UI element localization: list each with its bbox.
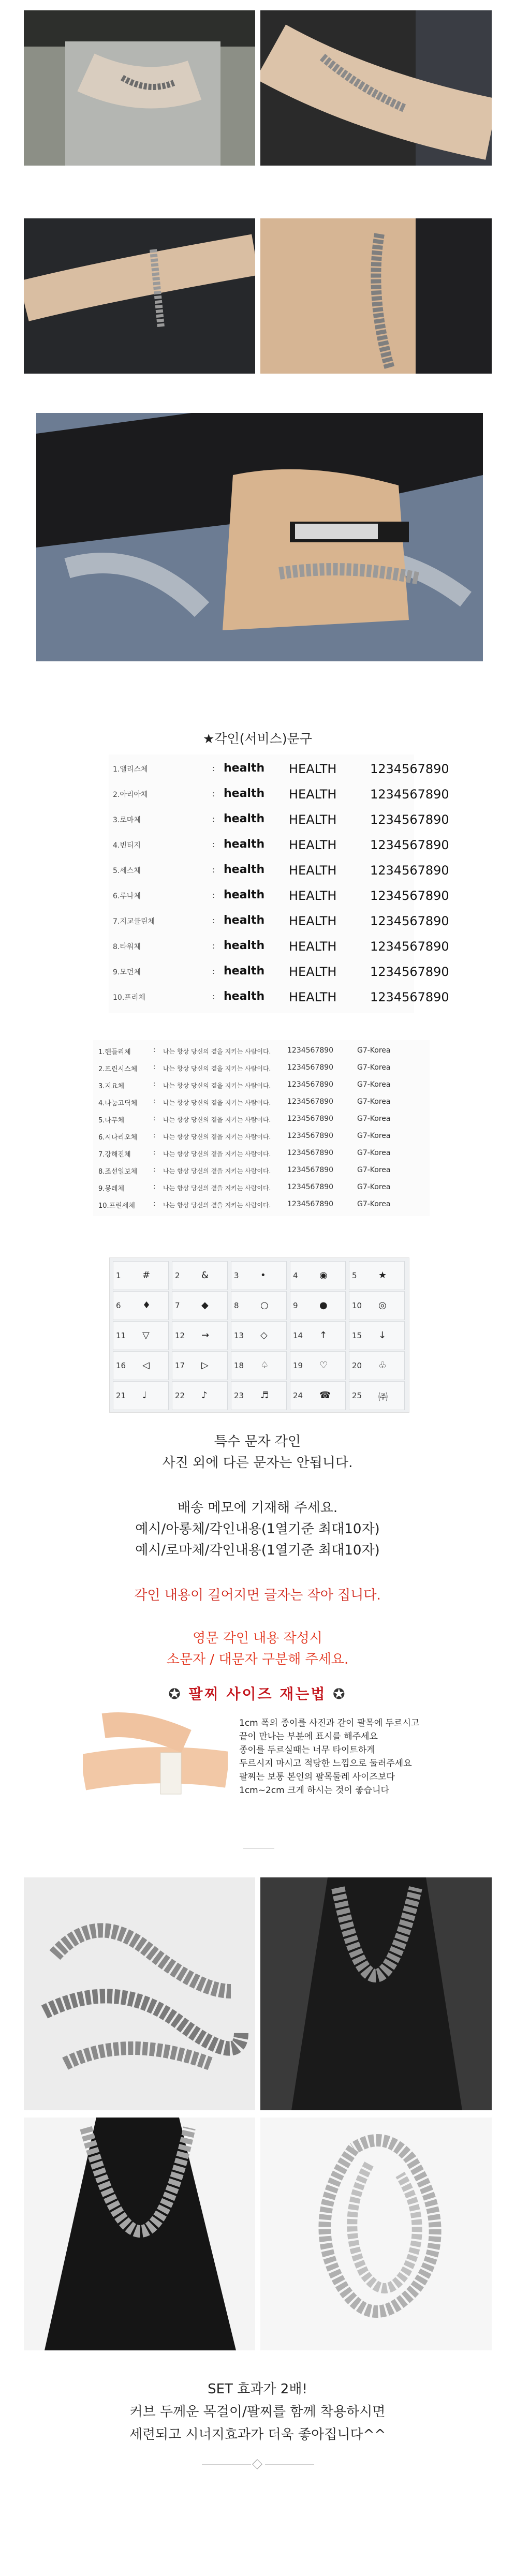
font-row [109,986,449,1010]
symbol-number: 18 [234,1361,244,1370]
sentence-sample: 나는 항상 당신의 곁을 지키는 사람이다. [163,1116,271,1123]
colon-separator: : [153,1115,156,1122]
sample-digits: 1234567890 [370,787,449,802]
notice-warning: 각인 내용이 길어지면 글자는 작아 집니다. [134,1588,381,1603]
colon-separator: : [153,1183,156,1191]
sample-uppercase: HEALTH [289,990,337,1004]
colon-separator: : [212,865,215,875]
font-name: 3.로마체 [113,816,141,824]
colon-separator: : [212,764,215,773]
symbol-cell [172,1381,228,1410]
sentence-digits: 1234567890 [287,1149,334,1157]
sample-digits: 1234567890 [370,863,449,878]
wrist-photo-large [36,413,483,661]
colon-separator: : [153,1166,156,1174]
sentence-row [93,1059,430,1076]
sample-digits: 1234567890 [370,990,449,1004]
font-name: 7.지교클린체 [113,917,155,926]
font-row [109,808,449,832]
symbol-glyph: ♩ [142,1390,147,1401]
sentence-sample: 나는 항상 당신의 곁을 지키는 사람이다. [163,1185,271,1192]
sentence-digits: 1234567890 [287,1063,334,1072]
symbol-cell [113,1381,169,1410]
sample-lowercase: health [224,812,265,825]
colon-separator: : [153,1149,156,1157]
colon-separator: : [212,916,215,925]
size-guide-line: 1cm~2cm 크게 하시는 것이 좋습니다 [239,1785,389,1796]
colon-separator: : [153,1063,156,1071]
symbol-number: 16 [116,1361,126,1370]
sentence-sample: 나는 항상 당신의 곁을 지키는 사람이다. [163,1065,271,1072]
symbol-number: 22 [175,1391,185,1400]
symbol-glyph: # [142,1270,151,1281]
symbol-glyph: ♦ [142,1300,151,1311]
set-promo-line-1: SET 효과가 2배! [208,2381,307,2397]
symbol-glyph: ★ [378,1270,387,1281]
sample-lowercase: health [224,914,265,927]
star-icon-left: ✪ [168,1685,189,1702]
sample-uppercase: HEALTH [289,863,337,878]
symbol-number: 12 [175,1331,185,1340]
font-name: 1.앨리스체 [113,765,148,774]
font-name: 8.타워체 [113,943,141,951]
sample-digits: 1234567890 [370,939,449,954]
symbol-cell [290,1351,346,1380]
sentence-row [93,1179,430,1196]
wrist-photo-4 [260,218,492,374]
symbol-cell [290,1381,346,1410]
colon-separator: : [212,840,215,849]
sentence-row [93,1162,430,1179]
symbol-glyph: ♪ [201,1390,208,1401]
sentence-row [93,1042,430,1059]
notice-line-3: 배송 메모에 기재해 주세요. [177,1500,338,1516]
symbol-glyph: → [201,1330,210,1341]
necklace-photo-2 [260,1877,492,2110]
symbol-glyph: ▽ [142,1330,150,1341]
sample-uppercase: HEALTH [289,914,337,928]
colon-separator: : [153,1080,156,1088]
symbol-number: 4 [293,1271,298,1280]
font-name: 2.아리아체 [113,791,148,799]
size-guide-line: 팔찌는 보통 본인의 팔목둘레 사이즈보다 [239,1772,395,1782]
size-guide-line: 1cm 폭의 종이를 사진과 같이 팔목에 두르시고 [239,1718,420,1728]
sentence-brand: G7-Korea [357,1132,391,1140]
wrist-photo-1 [24,10,255,166]
necklace-photo-3 [24,2118,255,2350]
sentence-brand: G7-Korea [357,1046,391,1055]
symbol-cell [172,1261,228,1290]
sentence-digits: 1234567890 [287,1098,334,1106]
sample-digits: 1234567890 [370,965,449,979]
sentence-digits: 1234567890 [287,1183,334,1191]
font-row [109,910,449,934]
symbol-glyph: ↓ [378,1330,387,1341]
symbol-cell [113,1351,169,1380]
font-row [109,834,449,857]
sentence-sample: 나는 항상 당신의 곁을 지키는 사람이다. [163,1167,271,1175]
sentence-sample: 나는 항상 당신의 곁을 지키는 사람이다. [163,1099,271,1106]
symbol-number: 11 [116,1331,126,1340]
symbol-glyph: ↑ [319,1330,328,1341]
colon-separator: : [212,941,215,951]
star-icon-right: ✪ [326,1685,347,1702]
font-name: 5.세스체 [113,867,141,875]
symbol-glyph: ▷ [201,1360,209,1371]
symbol-glyph: & [201,1270,209,1281]
symbol-cell [231,1351,287,1380]
size-guide-title-text: 팔찌 사이즈 재는법 [188,1685,327,1702]
sample-uppercase: HEALTH [289,939,337,954]
font-name: 6.루나체 [113,892,141,900]
symbol-number: 13 [234,1331,244,1340]
sentence-row [93,1145,430,1162]
sentence-font-name: 4.나눔고딕체 [98,1100,138,1107]
symbol-number: 23 [234,1391,244,1400]
symbol-number: 20 [352,1361,362,1370]
sample-digits: 1234567890 [370,914,449,928]
symbol-cell [290,1321,346,1350]
sentence-digits: 1234567890 [287,1115,334,1123]
symbol-cell [172,1291,228,1320]
notice-line-1: 특수 문자 각인 [214,1434,301,1449]
symbol-number: 1 [116,1271,121,1280]
symbol-glyph: ☎ [319,1390,331,1401]
sample-digits: 1234567890 [370,889,449,903]
sentence-brand: G7-Korea [357,1149,391,1157]
symbol-cell [231,1321,287,1350]
sentence-digits: 1234567890 [287,1132,334,1140]
symbol-number: 19 [293,1361,303,1370]
symbol-cell [290,1291,346,1320]
sentence-brand: G7-Korea [357,1166,391,1174]
engraving-font-table [109,754,449,1013]
symbol-cell [290,1261,346,1290]
symbol-glyph: • [260,1270,266,1281]
font-row [109,758,449,781]
sentence-sample: 나는 항상 당신의 곁을 지키는 사람이다. [163,1202,271,1209]
sample-uppercase: HEALTH [289,889,337,903]
engraving-sentence-table [93,1040,430,1216]
symbol-glyph: ◉ [319,1270,328,1281]
sentence-sample: 나는 항상 당신의 곁을 지키는 사람이다. [163,1082,271,1089]
necklace-photo-1 [24,1877,255,2110]
sentence-row [93,1128,430,1145]
sentence-font-name: 5.나무체 [98,1117,125,1124]
symbol-cell [113,1291,169,1320]
sample-lowercase: health [224,838,265,851]
symbol-number: 21 [116,1391,126,1400]
sentence-row [93,1196,430,1213]
symbol-cell [349,1351,405,1380]
font-row [109,783,449,807]
colon-separator: : [212,815,215,824]
colon-separator: : [153,1046,156,1054]
sentence-font-name: 3.지요체 [98,1083,125,1090]
symbol-number: 15 [352,1331,362,1340]
size-guide-title [0,1683,515,1704]
sample-lowercase: health [224,939,265,952]
font-row [109,935,449,959]
sentence-digits: 1234567890 [287,1166,334,1174]
symbol-cell [231,1381,287,1410]
symbol-number: 14 [293,1331,303,1340]
font-name: 9.모던체 [113,968,141,976]
colon-separator: : [212,789,215,798]
set-promo-line-3: 세련되고 시너지효과가 더욱 좋아집니다^^ [129,2427,386,2442]
sentence-digits: 1234567890 [287,1046,334,1055]
font-row [109,884,449,908]
sentence-font-name: 7.강해진체 [98,1151,131,1159]
wrist-photo-2 [260,10,492,166]
symbol-number: 25 [352,1391,362,1400]
sample-uppercase: HEALTH [289,787,337,802]
sentence-brand: G7-Korea [357,1200,391,1208]
bottom-divider-right [265,2464,314,2465]
symbol-number: 8 [234,1301,239,1310]
sentence-font-name: 9.몽레체 [98,1185,125,1193]
engraving-title: ★각인(서비스)문구 [203,731,312,746]
symbol-cell [349,1321,405,1350]
symbol-glyph: ㈜ [378,1392,388,1403]
notice-line-4: 예시/아롱체/각인내용(1열기준 최대10자) [135,1521,380,1537]
sample-lowercase: health [224,863,265,876]
sentence-brand: G7-Korea [357,1063,391,1072]
notice-line-5: 예시/로마체/각인내용(1열기준 최대10자) [135,1543,380,1558]
colon-separator: : [153,1200,156,1208]
sample-lowercase: health [224,762,265,775]
symbol-cell [113,1261,169,1290]
sentence-sample: 나는 항상 당신의 곁을 지키는 사람이다. [163,1048,271,1055]
symbol-cell [349,1261,405,1290]
sentence-row [93,1076,430,1093]
symbol-glyph: ● [319,1300,328,1311]
symbol-glyph: ◇ [260,1330,268,1341]
necklace-photo-4 [260,2118,492,2350]
sentence-font-name: 2.프린시스체 [98,1065,138,1073]
symbol-number: 9 [293,1301,298,1310]
colon-separator: : [153,1132,156,1139]
size-guide-line: 종이를 두르실때는 너무 타이트하게 [239,1745,375,1755]
sentence-sample: 나는 항상 당신의 곁을 지키는 사람이다. [163,1150,271,1158]
size-guide-line: 끝이 만나는 부분에 표시를 해주세요 [239,1731,378,1742]
symbol-number: 5 [352,1271,357,1280]
sentence-row [93,1111,430,1128]
symbol-cell [349,1291,405,1320]
divider-diamond-icon [252,2459,262,2469]
size-guide-line: 두르시지 마시고 적당한 느낌으로 둘러주세요 [239,1758,412,1769]
symbol-glyph: ○ [260,1300,269,1311]
font-row [109,960,449,984]
sentence-digits: 1234567890 [287,1200,334,1208]
colon-separator: : [153,1098,156,1105]
sample-lowercase: health [224,889,265,901]
sample-digits: 1234567890 [370,812,449,827]
notice-english-1: 영문 각인 내용 작성시 [193,1631,322,1646]
symbol-number: 2 [175,1271,180,1280]
sentence-row [93,1093,430,1111]
sample-uppercase: HEALTH [289,762,337,776]
symbol-cell [113,1321,169,1350]
symbol-glyph: ◎ [378,1300,387,1311]
bottom-divider-left [202,2464,251,2465]
sentence-font-name: 6.시나리오체 [98,1134,138,1142]
special-symbol-grid [109,1257,409,1413]
colon-separator: : [212,891,215,900]
sentence-brand: G7-Korea [357,1080,391,1089]
sample-uppercase: HEALTH [289,812,337,827]
notice-line-2: 사진 외에 다른 문자는 안됩니다. [162,1455,353,1471]
symbol-cell [231,1291,287,1320]
sentence-brand: G7-Korea [357,1098,391,1106]
symbol-number: 17 [175,1361,185,1370]
sample-uppercase: HEALTH [289,965,337,979]
colon-separator: : [212,967,215,976]
sentence-font-name: 1.헨들리체 [98,1048,131,1056]
symbol-glyph: ♧ [378,1360,387,1371]
sample-digits: 1234567890 [370,762,449,776]
sentence-brand: G7-Korea [357,1183,391,1191]
sentence-brand: G7-Korea [357,1115,391,1123]
symbol-cell [231,1261,287,1290]
symbol-glyph: ♤ [260,1360,269,1371]
sample-lowercase: health [224,787,265,800]
section-divider-1 [243,1848,274,1849]
font-name: 4.빈티지 [113,841,141,850]
sample-uppercase: HEALTH [289,838,337,852]
font-row [109,859,449,883]
set-promo-line-2: 커브 두께운 목걸이/팔찌를 함께 착용하시면 [129,2404,386,2420]
symbol-cell [172,1321,228,1350]
symbol-number: 24 [293,1391,303,1400]
symbol-cell [349,1381,405,1410]
sentence-digits: 1234567890 [287,1080,334,1089]
notice-english-2: 소문자 / 대문자 구분해 주세요. [166,1652,349,1667]
symbol-glyph: ♡ [319,1360,328,1371]
symbol-glyph: ◆ [201,1300,209,1311]
size-guide-photo [83,1710,228,1802]
sentence-font-name: 10.프린세체 [98,1202,135,1210]
sentence-font-name: 8.조선일보체 [98,1168,138,1176]
symbol-number: 7 [175,1301,180,1310]
wrist-photo-3 [24,218,255,374]
sentence-sample: 나는 항상 당신의 곁을 지키는 사람이다. [163,1133,271,1141]
symbol-cell [172,1351,228,1380]
sample-lowercase: health [224,990,265,1003]
sample-digits: 1234567890 [370,838,449,852]
font-name: 10.프리체 [113,994,145,1002]
symbol-number: 10 [352,1301,362,1310]
symbol-glyph: ◁ [142,1360,150,1371]
symbol-number: 3 [234,1271,239,1280]
symbol-glyph: ♬ [260,1390,269,1401]
symbol-number: 6 [116,1301,121,1310]
sample-lowercase: health [224,965,265,978]
colon-separator: : [212,992,215,1001]
